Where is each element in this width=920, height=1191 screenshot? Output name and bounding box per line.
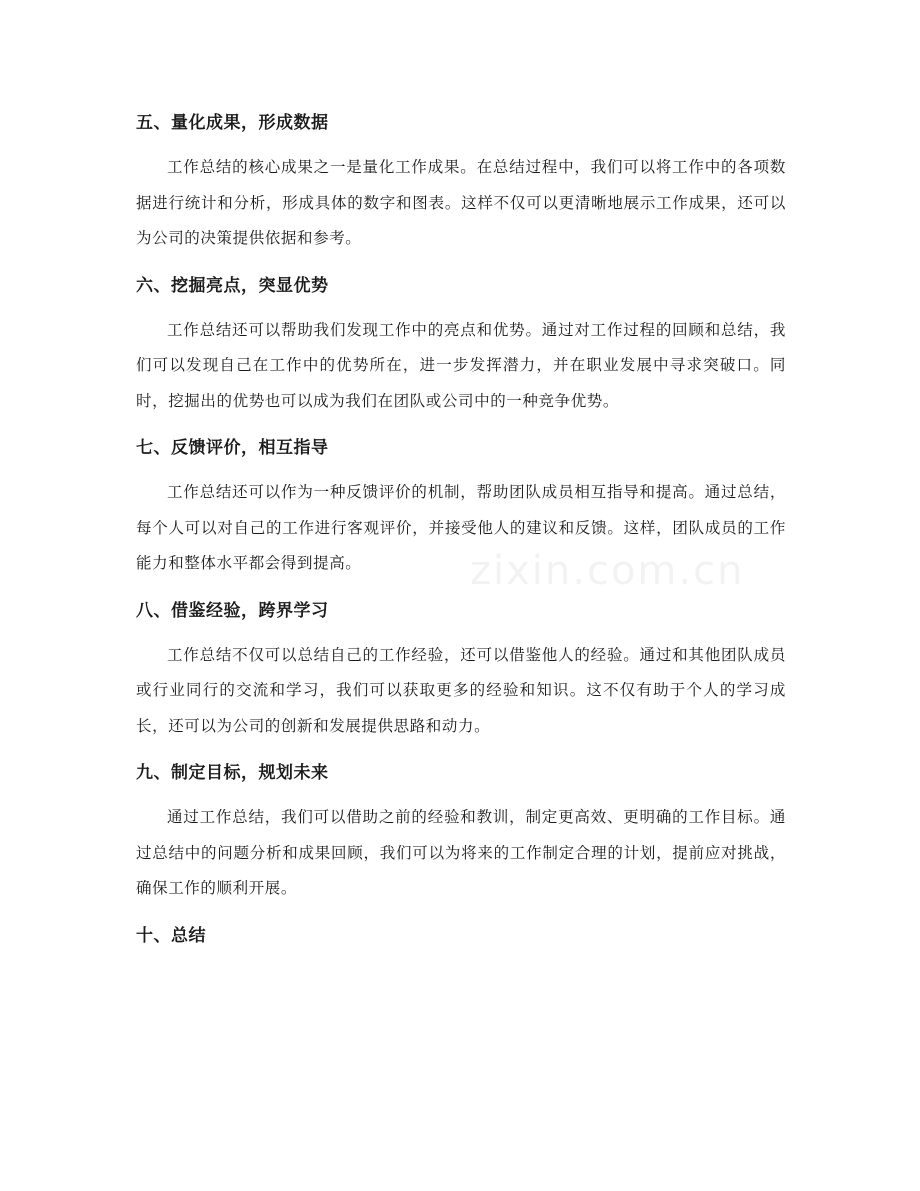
section-heading: 五、量化成果，形成数据: [136, 113, 329, 133]
section-10: [136, 919, 786, 953]
section-6: [136, 269, 786, 420]
section-8: [136, 594, 786, 745]
section-paragraph: 工作总结还可以帮助我们发现工作中的亮点和优势。通过对工作过程的回顾和总结，我们可以发现自己在工作中的优势所在，进一步发挥潜力，并在职业发展中寻求突破口。同时，挖掘出的优势也可以成为我们在团队或公司中的一种竞争优势。: [136, 320, 786, 410]
section-paragraph: 通过工作总结，我们可以借助之前的经验和教训，制定更高效、更明确的工作目标。通过总结中的问题分析和成果回顾，我们可以为将来的工作制定合理的计划，提前应对挑战，确保工作的顺利开展。: [136, 808, 786, 897]
document-body: [136, 106, 786, 963]
section-heading: 六、挖掘亮点，突显优势: [136, 275, 329, 296]
section-paragraph: 工作总结还可以作为一种反馈评价的机制，帮助团队成员相互指导和提高。通过总结，每个人可以对自己的工作进行客观评价，并接受他人的建议和反馈。这样，团队成员的工作能力和整体水平都会得到提高。: [136, 483, 786, 572]
section-5: [136, 106, 786, 257]
section-heading: 七、反馈评价，相互指导: [136, 438, 329, 458]
section-paragraph: 工作总结不仅可以总结自己的工作经验，还可以借鉴他人的经验。通过和其他团队成员或行业同行的交流和学习，我们可以获取更多的经验和知识。这不仅有助于个人的学习成长，还可以为公司的创新和发展提供思路和动力。: [136, 645, 786, 735]
section-heading: 十、总结: [136, 925, 206, 946]
section-9: [136, 756, 786, 907]
watermark: zixin.com.cn: [470, 548, 745, 594]
section-paragraph: 工作总结的核心成果之一是量化工作成果。在总结过程中，我们可以将工作中的各项数据进行统计和分析，形成具体的数字和图表。这样不仅可以更清晰地展示工作成果，还可以为公司的决策提供依据和参考。: [136, 158, 786, 247]
section-heading: 九、制定目标，规划未来: [136, 763, 329, 783]
section-heading: 八、借鉴经验，跨界学习: [136, 600, 329, 621]
section-7: [136, 431, 786, 582]
